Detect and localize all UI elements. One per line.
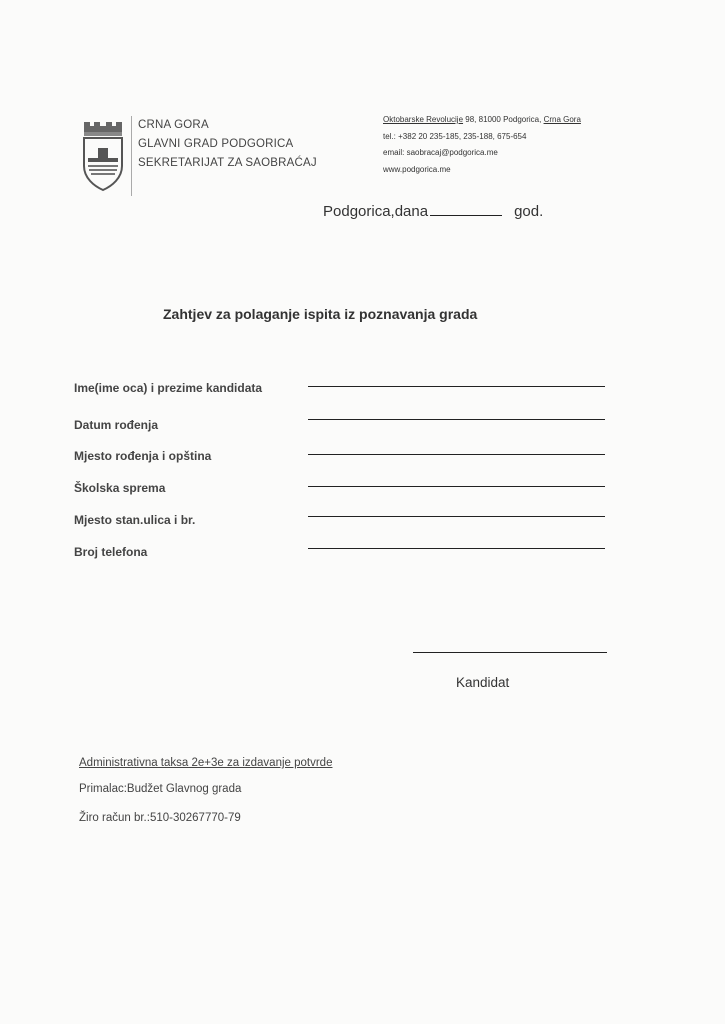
field-label: Ime(ime oca) i prezime kandidata — [74, 381, 263, 395]
recipient: Primalac:Budžet Glavnog grada — [79, 783, 242, 795]
website: www.podgorica.me — [383, 164, 451, 174]
date-prefix: Podgorica,dana — [323, 203, 429, 220]
form-title: Zahtjev za polaganje ispita iz poznavanja grada — [163, 306, 478, 322]
fee-note: Administrativna taksa 2e+3e za izdavanje potvrde — [79, 757, 333, 769]
field-label: Mjesto stan.ulica i br. — [74, 513, 196, 527]
org-line: GLAVNI GRAD PODGORICA — [138, 138, 294, 150]
field-label: Školska sprema — [74, 481, 166, 495]
org-line: SEKRETARIJAT ZA SAOBRAĆAJ — [138, 157, 317, 169]
field-line[interactable] — [308, 548, 605, 549]
address-country: Crna Gora — [543, 115, 581, 124]
signature-label: Kandidat — [456, 675, 510, 690]
organization-name — [138, 116, 317, 173]
contact-info — [383, 112, 581, 178]
address-rest: 98, 81000 Podgorica, — [463, 115, 544, 124]
field-label: Datum rođenja — [74, 418, 159, 432]
field-label: Broj telefona — [74, 545, 148, 559]
account-number: Žiro račun br.:510-30267770-79 — [79, 812, 241, 824]
date-blank[interactable] — [430, 215, 502, 216]
coat-of-arms-logo — [80, 118, 126, 192]
field-line[interactable] — [308, 419, 605, 420]
email: email: saobracaj@podgorica.me — [383, 148, 498, 157]
field-line[interactable] — [308, 516, 605, 517]
org-line: CRNA GORA — [138, 119, 209, 131]
field-line[interactable] — [308, 486, 605, 487]
header-divider — [131, 116, 132, 196]
phone: tel.: +382 20 235-185, 235-188, 675-654 — [383, 131, 527, 141]
address-street: Oktobarske Revolucije — [383, 115, 464, 124]
field-line[interactable] — [308, 386, 605, 387]
date-line — [323, 203, 543, 220]
date-suffix: god. — [514, 203, 544, 220]
field-line[interactable] — [308, 454, 605, 455]
field-label: Mjesto rođenja i opština — [74, 449, 212, 463]
signature-line[interactable] — [413, 652, 607, 653]
